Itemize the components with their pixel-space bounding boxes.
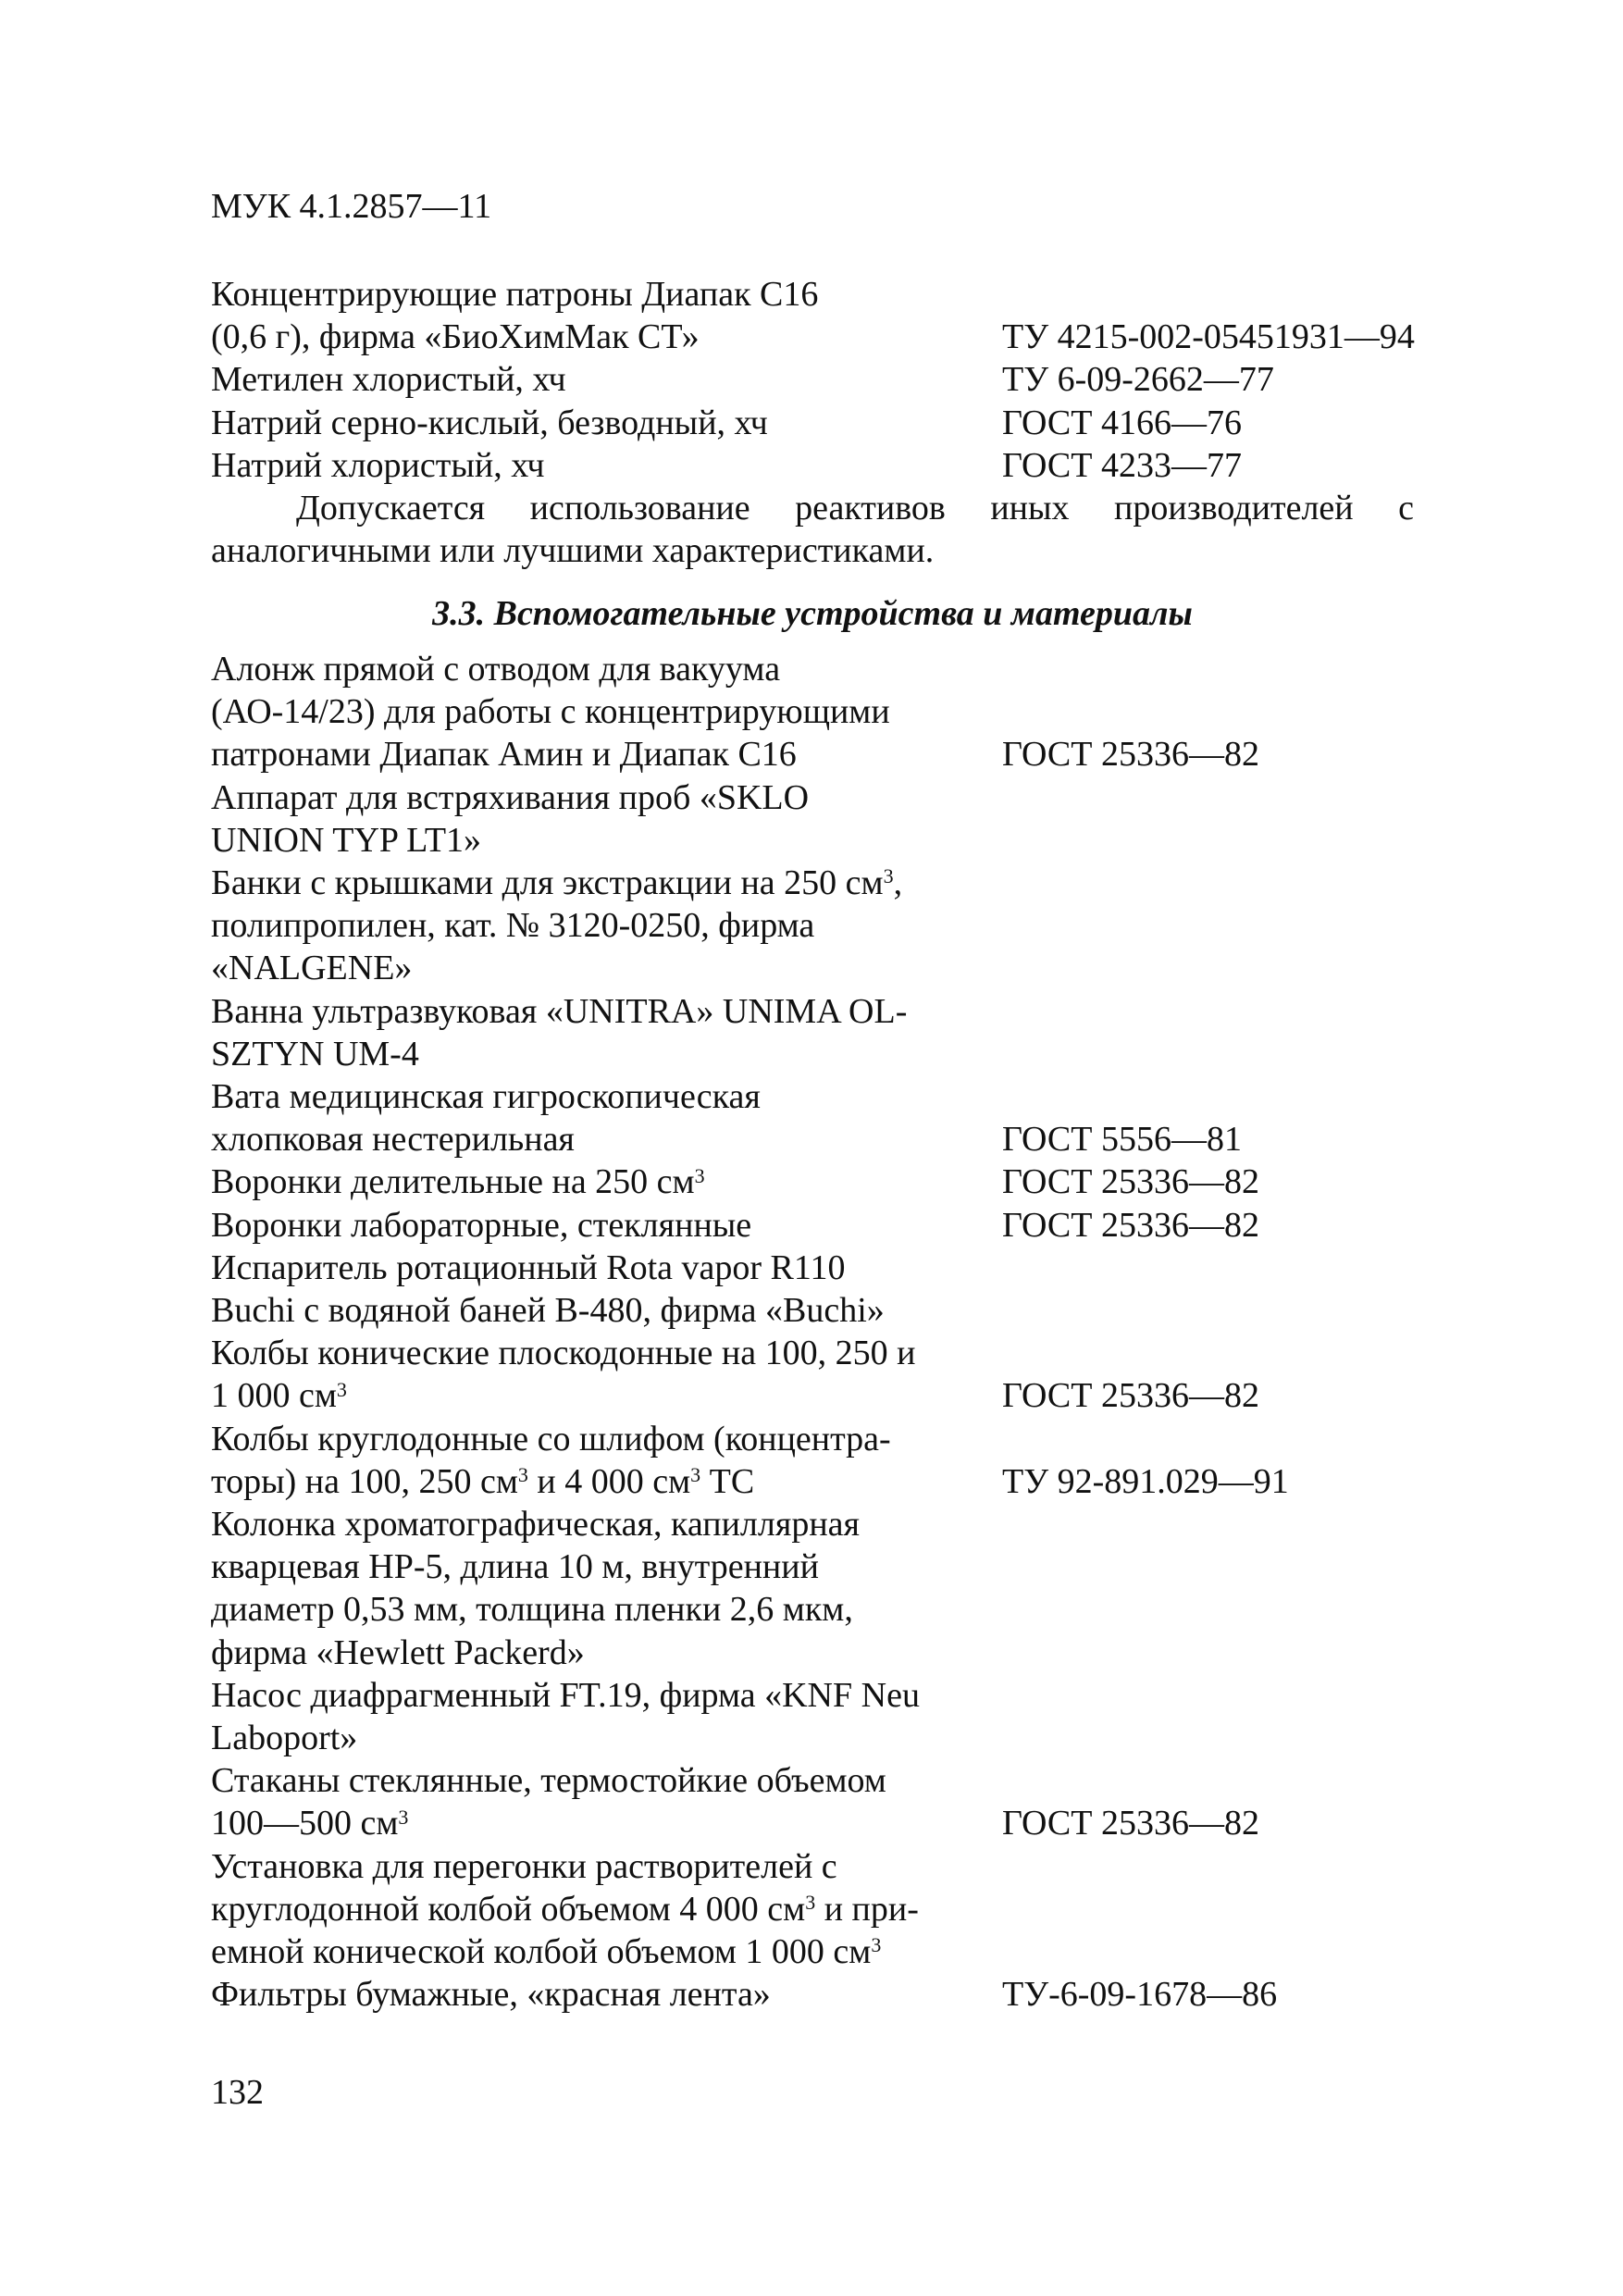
equipment-row bbox=[211, 1332, 1451, 1374]
equipment-row bbox=[211, 1160, 1451, 1203]
equipment-row bbox=[211, 1289, 1451, 1332]
superscript: 3 bbox=[871, 1933, 882, 1957]
equipment-name bbox=[211, 1204, 1002, 1247]
equipment-text: Аппарат для встряхивания проб «SKLO bbox=[211, 777, 810, 817]
equipment-text: хлопковая нестерильная bbox=[211, 1120, 575, 1160]
running-header: МУК 4.1.2857—11 bbox=[211, 187, 492, 226]
reagent-row bbox=[211, 273, 1451, 316]
superscript: 3 bbox=[805, 1891, 816, 1915]
equipment-name bbox=[211, 1759, 1002, 1802]
reagent-row bbox=[211, 402, 1451, 444]
equipment-standard: ГОСТ 25336—82 bbox=[1002, 1804, 1259, 1843]
equipment-text: 100—500 см bbox=[211, 1804, 399, 1843]
equipment-standard: ГОСТ 5556—81 bbox=[1002, 1120, 1242, 1160]
equipment-text: Испаритель ротационный Rota vapor R110 bbox=[211, 1247, 846, 1287]
equipment-text: Buchi с водяной баней B-480, фирма «Buchi» bbox=[211, 1291, 885, 1331]
equipment-text: Вата медицинская гигроскопическая bbox=[211, 1077, 761, 1117]
superscript: 3 bbox=[690, 1463, 701, 1487]
equipment-text: полипропилен, кат. № 3120-0250, фирма bbox=[211, 906, 815, 946]
equipment-row bbox=[211, 1460, 1451, 1503]
equipment-text: UNION TYP LT1» bbox=[211, 820, 482, 860]
equipment-name bbox=[211, 1247, 1002, 1289]
equipment-name bbox=[211, 1460, 1002, 1503]
equipment-name bbox=[211, 862, 1002, 904]
equipment-row bbox=[211, 1545, 1451, 1588]
equipment-text: Колбы конические плоскодонные на 100, 250 и bbox=[211, 1334, 916, 1373]
equipment-text: кварцевая HP-5, длина 10 м, внутренний bbox=[211, 1547, 819, 1587]
equipment-name bbox=[211, 776, 1002, 819]
equipment-standard: ГОСТ 25336—82 bbox=[1002, 1376, 1259, 1416]
equipment-row bbox=[211, 1759, 1451, 1802]
equipment-text: Стаканы стеклянные, термостойкие объемом bbox=[211, 1761, 886, 1801]
equipment-text: Насос диафрагменный FT.19, фирма «KNF Neu bbox=[211, 1675, 920, 1715]
equipment-text: торы) на 100, 250 см bbox=[211, 1461, 518, 1501]
equipment-row bbox=[211, 1930, 1451, 1973]
equipment-text: 1 000 см bbox=[211, 1376, 337, 1416]
equipment-text: Установка для перегонки растворителей с bbox=[211, 1846, 837, 1886]
equipment-text: и 4 000 см bbox=[527, 1461, 691, 1501]
equipment-text: диаметр 0,53 мм, толщина пленки 2,6 мкм, bbox=[211, 1590, 853, 1630]
equipment-name bbox=[211, 690, 1002, 733]
reagents-list bbox=[211, 273, 1451, 487]
equipment-name bbox=[211, 819, 1002, 862]
equipment-text: «NALGENE» bbox=[211, 949, 413, 988]
reagent-name: Натрий серно-кислый, безводный, хч bbox=[211, 403, 768, 442]
equipment-name bbox=[211, 648, 1002, 690]
equipment-name bbox=[211, 1418, 1002, 1460]
equipment-row bbox=[211, 1802, 1451, 1844]
equipment-text: Фильтры бумажные, «красная лента» bbox=[211, 1975, 771, 2015]
equipment-row bbox=[211, 990, 1451, 1033]
equipment-row bbox=[211, 1632, 1451, 1674]
equipment-standard: ГОСТ 25336—82 bbox=[1002, 1205, 1259, 1245]
equipment-text: Колонка хроматографическая, капиллярная bbox=[211, 1505, 860, 1545]
equipment-standard: ГОСТ 25336—82 bbox=[1002, 1162, 1259, 1202]
equipment-row bbox=[211, 1845, 1451, 1888]
equipment-row bbox=[211, 1717, 1451, 1759]
reagent-name: (0,6 г), фирма «БиоХимМак СТ» bbox=[211, 317, 700, 357]
equipment-name bbox=[211, 1802, 1002, 1844]
page-number: 132 bbox=[211, 2073, 264, 2112]
equipment-text: Воронки лабораторные, стеклянные bbox=[211, 1205, 752, 1245]
equipment-name bbox=[211, 1545, 1002, 1588]
superscript: 3 bbox=[336, 1377, 347, 1401]
equipment-text: Колбы круглодонные со шлифом (концентра- bbox=[211, 1419, 891, 1458]
equipment-row bbox=[211, 1204, 1451, 1247]
equipment-row bbox=[211, 1674, 1451, 1717]
equipment-standard: ТУ-6-09-1678—86 bbox=[1002, 1975, 1278, 2015]
equipment-name bbox=[211, 990, 1002, 1033]
reagent-name: Концентрирующие патроны Диапак С16 bbox=[211, 275, 819, 314]
equipment-name bbox=[211, 1118, 1002, 1160]
equipment-row bbox=[211, 776, 1451, 819]
equipment-row bbox=[211, 1973, 1451, 2016]
equipment-text: ТС bbox=[700, 1461, 755, 1501]
reagents-note: Допускается использование реактивов иных производителей с аналогичными или лучшими характеристиками. bbox=[211, 489, 1414, 571]
equipment-row bbox=[211, 819, 1451, 862]
equipment-row bbox=[211, 1033, 1451, 1075]
equipment-name bbox=[211, 1289, 1002, 1332]
equipment-text: (АО-14/23) для работы с концентрирующими bbox=[211, 692, 890, 732]
equipment-name bbox=[211, 1160, 1002, 1203]
equipment-standard: ТУ 92-891.029—91 bbox=[1002, 1461, 1289, 1501]
superscript: 3 bbox=[883, 864, 894, 888]
equipment-text: круглодонной колбой объемом 4 000 см bbox=[211, 1889, 806, 1929]
equipment-row bbox=[211, 1588, 1451, 1631]
equipment-text: SZTYN UM-4 bbox=[211, 1034, 419, 1074]
reagent-name: Натрий хлористый, хч bbox=[211, 445, 545, 485]
equipment-row bbox=[211, 947, 1451, 989]
equipment-name bbox=[211, 1930, 1002, 1973]
reagent-row bbox=[211, 358, 1451, 401]
equipment-name bbox=[211, 1845, 1002, 1888]
reagent-row bbox=[211, 444, 1451, 487]
section-heading: 3.3. Вспомогательные устройства и материалы bbox=[432, 594, 1193, 633]
equipment-row bbox=[211, 904, 1451, 947]
reagent-standard: ТУ 6-09-2662—77 bbox=[1002, 360, 1274, 400]
equipment-name bbox=[211, 1973, 1002, 2016]
equipment-text: Алонж прямой с отводом для вакуума bbox=[211, 650, 781, 689]
equipment-name bbox=[211, 1033, 1002, 1075]
equipment-name bbox=[211, 904, 1002, 947]
equipment-row bbox=[211, 862, 1451, 904]
equipment-name bbox=[211, 1332, 1002, 1374]
superscript: 3 bbox=[398, 1805, 409, 1829]
reagent-standard: ГОСТ 4166—76 bbox=[1002, 403, 1242, 442]
reagent-standard: ГОСТ 4233—77 bbox=[1002, 445, 1242, 485]
equipment-text: и при- bbox=[815, 1889, 919, 1929]
equipment-name bbox=[211, 1588, 1002, 1631]
equipment-row bbox=[211, 1374, 1451, 1417]
equipment-text: , bbox=[893, 863, 903, 903]
equipment-row bbox=[211, 1888, 1451, 1930]
superscript: 3 bbox=[694, 1163, 705, 1187]
equipment-text: Воронки делительные на 250 см bbox=[211, 1162, 695, 1202]
equipment-text: фирма «Hewlett Packerd» bbox=[211, 1632, 585, 1672]
equipment-name bbox=[211, 1717, 1002, 1759]
equipment-row bbox=[211, 1418, 1451, 1460]
equipment-list bbox=[211, 648, 1451, 2017]
equipment-name bbox=[211, 1632, 1002, 1674]
superscript: 3 bbox=[517, 1463, 528, 1487]
equipment-row bbox=[211, 1118, 1451, 1160]
equipment-text: емной конической колбой объемом 1 000 см bbox=[211, 1932, 872, 1972]
equipment-name bbox=[211, 1374, 1002, 1417]
equipment-name bbox=[211, 947, 1002, 989]
equipment-text: Laboport» bbox=[211, 1719, 358, 1758]
equipment-name bbox=[211, 1503, 1002, 1545]
reagent-standard: ТУ 4215-002-05451931—94 bbox=[1002, 317, 1415, 357]
equipment-row bbox=[211, 733, 1451, 776]
equipment-text: Ванна ультразвуковая «UNITRA» UNIMA OL- bbox=[211, 991, 908, 1031]
equipment-row bbox=[211, 690, 1451, 733]
equipment-text: Банки с крышками для экстракции на 250 см bbox=[211, 863, 884, 903]
equipment-row bbox=[211, 648, 1451, 690]
equipment-row bbox=[211, 1075, 1451, 1118]
equipment-name bbox=[211, 733, 1002, 776]
equipment-name bbox=[211, 1075, 1002, 1118]
equipment-standard: ГОСТ 25336—82 bbox=[1002, 735, 1259, 775]
equipment-name bbox=[211, 1888, 1002, 1930]
equipment-text: патронами Диапак Амин и Диапак С16 bbox=[211, 735, 797, 775]
equipment-row bbox=[211, 1247, 1451, 1289]
reagent-row bbox=[211, 316, 1451, 358]
equipment-name bbox=[211, 1674, 1002, 1717]
reagent-name: Метилен хлористый, хч bbox=[211, 360, 566, 400]
equipment-row bbox=[211, 1503, 1451, 1545]
